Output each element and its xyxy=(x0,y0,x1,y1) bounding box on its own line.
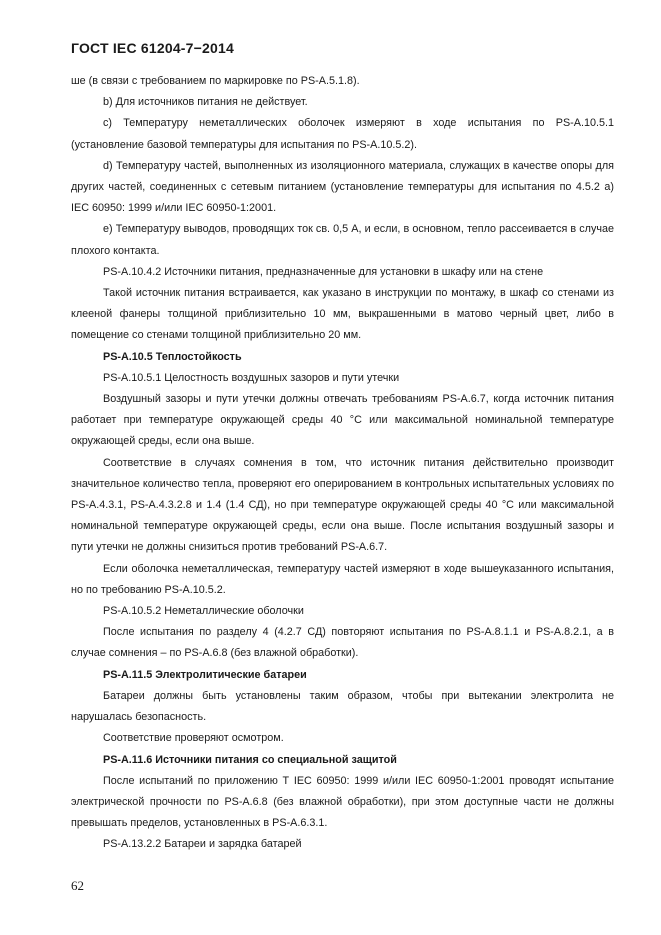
paragraph: PS-A.10.5.1 Целостность воздушных зазоров и пути утечки xyxy=(103,371,400,384)
paragraph: PS-A.13.2.2 Батареи и зарядка батарей xyxy=(103,838,302,851)
paragraph: После испытаний по приложению Т IEC 60950: 1999 и/или IEC 60950-1:2001 проводят испытание электрической прочности по PS-A.6.8 (без влажной обработки), при этом доступные части не должны превышать пределов, установленных в PS-A.6.3.1. xyxy=(71,774,614,830)
paragraph: После испытания по разделу 4 (4.2.7 СД) повторяют испытания по PS-A.8.1.1 и PS-A.8.2.1, а в случае сомнения – по PS-A.6.8 (без влажной обработки). xyxy=(71,626,614,660)
paragraph: ше (в связи с требованием по маркировке по PS-A.5.1.8). xyxy=(71,75,360,87)
paragraph: d) Температуру частей, выполненных из изоляционного материала, служащих в качестве опоры для других частей, соединенных с сетевым питанием (установление температуры для испытания по 4.5.2 a) IEC 60950: 1999 и/или IEC 60950-1:2001. xyxy=(71,159,614,215)
document-body xyxy=(71,71,614,856)
section-heading: PS-A.11.5 Электролитические батареи xyxy=(103,668,307,681)
section-heading: PS-A.10.5 Теплостойкость xyxy=(103,350,242,363)
paragraph: Батареи должны быть установлены таким образом, чтобы при вытекании электролита не нарушалась безопасность. xyxy=(71,689,614,724)
paragraph: e) Температуру выводов, проводящих ток св. 0,5 А, и если, в основном, тепло рассеивается в случае плохого контакта. xyxy=(71,223,614,257)
paragraph: PS-A.10.4.2 Источники питания, предназначенные для установки в шкафу или на стене xyxy=(103,265,544,278)
paragraph: Если оболочка неметаллическая, температуру частей измеряют в ходе вышеуказанного испытания, но по требованию PS-A.10.5.2. xyxy=(71,562,614,596)
paragraph: Воздушный зазоры и пути утечки должны отвечать требованиям PS-A.6.7, когда источник питания работает при температуре окружающей среды 40 °С или максимальной номинальной температуре окружающей среды, если она выше. xyxy=(71,393,614,448)
paragraph: Соответствие в случаях сомнения в том, что источник питания действительно производит значительное количество тепла, проверяют его оперированием в контрольных испытательных условиях по PS-A.4.3.1, PS-A.4.3.2.8 и 1.4 (1.4 СД), но при температуре окружающей среды 40 °С или максимальной номинальной температуре окружающей среды, если она выше. После испытания воздушный зазоры и пути утечки не должны снизиться против требований PS-A.6.7. xyxy=(71,456,614,554)
paragraph: c) Температуру неметаллических оболочек измеряют в ходе испытания по PS-A.10.5.1 (установление базовой температуры для испытания по PS-A.10.5.2). xyxy=(71,117,614,151)
paragraph: b) Для источников питания не действует. xyxy=(103,96,308,109)
standard-title: ГОСТ IEC 61204-7−2014 xyxy=(71,40,234,56)
page-number: 62 xyxy=(71,878,84,893)
paragraph: Соответствие проверяют осмотром. xyxy=(103,732,284,745)
section-heading: PS-A.11.6 Источники питания со специальной защитой xyxy=(103,753,397,766)
paragraph: PS-A.10.5.2 Неметаллические оболочки xyxy=(103,605,304,618)
paragraph: Такой источник питания встраивается, как указано в инструкции по монтажу, в шкаф со стенами из клееной фанеры толщиной приблизительно 10 мм, выкрашенными в матово черный цвет, либо в помещение со стенами толщиной приблизительно 20 мм. xyxy=(71,287,614,342)
